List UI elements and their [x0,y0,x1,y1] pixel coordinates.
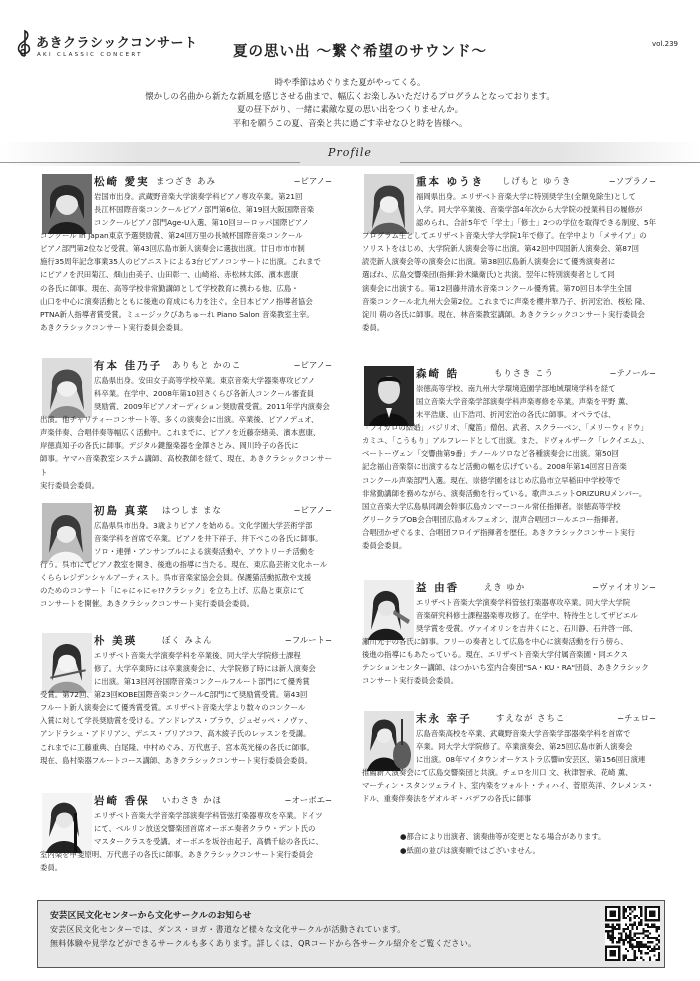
bio-line: PTNA新人指導者賞受賞。ミュージックびあちゅーれ Piano Salon 音楽教室主宰。 [40,309,314,319]
performer-kana: しげもと ゆうき [502,176,572,186]
bio-line: 長江杯国際音楽コンクールピアノ部門第6位、第19回大阪国際音楽 [94,205,315,215]
bio-line: 山口を中心に演奏活動とともに後進の育成にも力を注ぐ。全日本ピアノ指導者協会 [40,296,313,306]
bio-line: あきクラシックコンサート実行委員会委員。 [40,323,188,333]
bio-line: 入賞に対して学長奨励賞を受ける。アンドレアス・ブラウ、ジュゼッペ・ノヴァ、 [40,716,312,726]
bio-line: ソロ・連弾・アンサンブルによる演奏活動や、アウトリーチ活動を [94,547,315,557]
performer-instrument: −ソプラノ− [608,176,656,186]
performer-instrument: −テノール− [609,368,656,378]
performer-kana: すえなが さちこ [496,713,566,723]
performer-instrument: −ピアノ− [293,505,332,515]
bio-line: 入学。同大学卒業後、音楽学部4年次から大学院の授業科目の履修が [416,205,643,215]
performer-photo [364,580,414,640]
bio-line: プログラム生としてエリザベト音楽大学大学院1年で修了。在学中より「メサイア」の [362,231,647,240]
performer-bio [94,649,332,688]
profile-header [416,174,656,188]
announcement-line: 無料体験や見学などができるサークルも多くあります。詳しくは、QRコードから各サークル紹介をご覧ください。 [50,938,477,948]
bio-line: 非常勤講師を務めながら、演奏活動を行っている。歌声ユニットORIZURUメンバー。 [362,488,647,498]
performer-instrument: −ピアノ− [293,176,332,186]
intro-line: 平和を願うこの夏、音楽と共に過ごす幸せなひと時を皆様へ。 [232,117,468,128]
profile-header [94,503,332,517]
performer-kana: ありもと かのこ [172,360,242,370]
divider [400,162,700,163]
performer-bio-cont [362,635,656,688]
performer-kana: えき ゆか [484,582,526,592]
bio-line: 実行委員会委員。 [40,480,100,490]
profile-header [416,580,656,594]
performer-name: 森崎 皓 [416,368,460,380]
profile-card [42,793,332,883]
bio-line: 音楽研究科修士課程器楽専攻修了。在学中、特待生としてザビエル [416,611,638,621]
performer-instrument: −オーボエ− [284,795,332,805]
bio-line: 行う。呉市にてピアノ教室を開き、後進の指導に当たる。現在、東広島芸術文化ホール [40,560,328,569]
brand-logo [14,26,198,66]
volume-number: vol.239 [652,40,678,48]
logo-text: あきクラシックコンサート [36,36,198,51]
treble-clef-icon [14,28,34,58]
performer-bio [416,727,656,766]
bio-line: 演奏会に出演する。第12回藤井清水音楽コンクール優秀賞。第70回日本学生全国 [362,283,632,293]
bio-line: エリザベト音楽大学音楽学部演奏学科管弦打楽器専攻を卒業。ドイツ [94,811,323,820]
bio-line: 認められ、合計5年で「学士」「修士」2つの学位を取得できる制度、5年 [416,218,656,228]
bio-line: 委員。 [40,863,63,873]
bio-line: 記念福山音楽祭に出演するなど活動の幅を広げている。2008年第14回宮日音楽 [362,462,627,472]
bio-line: フルート新人演奏会にて優秀賞受賞。エリザベト音楽大学より数々のコンクール [40,703,306,713]
bio-line: 受賞。第72回、第23回KOBE国際音楽コンクールC部門にて奨励賞受賞。第43回 [40,690,308,699]
bio-line: マーティン・スタンツェライト、室内楽をツォルト・ティハイ、菅原英洋、クレメンス・ [362,781,654,791]
performer-instrument: −チェロ− [617,713,656,723]
bio-line: 出演。他チャリティーコンサート等、多くの演奏会に出演。卒業後、ピアノデュオ、 [40,415,319,424]
performer-name: 初島 真菜 [94,505,150,517]
bio-line: 委員会委員。 [362,541,407,551]
performer-bio-cont [40,229,332,334]
bio-line: グリークラブOB会合唱団広島オルフェオン、混声合唱団コールエコー指揮者。 [362,515,624,525]
bio-line: くららレジデンシャルアーティスト。呉市音楽家協会会員。保護猫活動拡散や支援 [40,573,312,583]
notice-item: ●都合により出演者、演奏曲等が変更となる場合があります。 [400,832,606,841]
performer-bio [416,382,656,421]
qr-code[interactable] [605,906,660,961]
performer-instrument: −フルート− [284,635,332,645]
bio-line: 卒業。同大学大学院修了。卒業演奏会、第25回広島市新人演奏会 [416,742,633,752]
performer-bio-cont [40,413,332,492]
performer-photo [42,633,92,693]
divider [0,162,300,163]
bio-line: 修了。大学卒業時には卒業演奏会に、大学院修了時には新人演奏会 [94,664,316,674]
bio-line: マスタークラスを受講。オーボエを坂谷由起子、高橋千絵の各氏に、 [94,837,323,847]
bio-line: 師事。ヤマハ音楽教室システム講師、高校教師を経て、現在、あきクラシックコンサート [40,454,332,477]
intro-line: 懐かしの名曲から新たな新風を感じさせる曲まで、幅広くお楽しみいただけるプログラムとなっております。 [145,90,555,101]
announcement-title: 安芸区民文化センターから文化サークルのお知らせ [50,911,252,921]
bio-line: の各氏に師事。現在、高等学校非常勤講師として学校教育に携わる他、広島・ [40,283,299,293]
performer-instrument: −ヴァイオリン− [592,582,656,592]
profile-card [364,580,656,690]
performer-name: 松崎 愛実 [94,176,150,188]
bio-line: 施行35周年記念事業35人のピアニストによる3台ピアノコンサートに出演。これまで [40,257,321,267]
bio-line: 後進の指導にもあたっている。現在、エリザベト音楽大学付属音楽園・同エクス [362,650,628,660]
bio-line: ベートーヴェン「交響曲第9番」テノールソロなど各種演奏会に出演。第50回 [362,449,619,459]
profile-header [94,793,332,807]
intro-line: 時や季節はめぐりまた夏がやってくる。 [274,77,426,87]
bio-line: 広島県出身。安田女子高等学校卒業。東京音楽大学器楽専攻ピアノ [94,376,316,385]
profile-header [94,174,332,188]
performer-photo [42,503,92,563]
bio-line: 読売新人演奏会等の演奏会に出演。第38回広島新人演奏会にて優秀演奏者に [362,257,616,267]
bio-line: カミユ、「こうもり」アルフレードとして出演。また、ドヴォルザーク「レクイエム」、 [362,436,649,446]
bio-line: 選ばれ、広島交響楽団(指揮:鈴木織衛氏)と共演。翌年に特別演奏者として同 [362,270,615,280]
bio-line: エリザベト音楽大学演奏学科を卒業後、同大学大学院修士課程 [94,651,301,660]
bio-line: コンクール in Japan東京予選奨励賞、第24回万里の長城杯国際音楽コンクール [40,231,303,240]
bio-line: 室内楽を甲斐原明、万代恵子の各氏に師事。あきクラシックコンサート実行委員会 [40,850,314,859]
bio-line: これまでに工藤重典、白尾隆、中村めぐみ、万代恵子、宮本英光様の各氏に師事。 [40,742,314,752]
bio-line: 合唱団かぜぐるま、合唱団フロイデ指揮者を歴任。あきクラシックコンサート実行 [362,528,635,538]
performer-bio [94,809,332,848]
performer-bio [94,190,332,229]
performer-bio-cont [362,421,656,553]
bio-line: 広島県呉市出身。3歳よりピアノを始める。文化学園大学芸術学部 [94,521,313,530]
bio-line: 国立音楽大学音楽学部演奏学科声楽専修を卒業。声楽を平野 薫、 [416,397,633,407]
bio-line: 現在、島村楽器フルートコース講師、あきクラシックコンサート実行委員会委員。 [40,755,313,765]
performer-photo [364,366,414,426]
performer-name: 有本 佳乃子 [94,360,163,372]
qr-code-icon [605,906,660,961]
bio-line: にて、ベルリン放送交響楽団首席オーボエ奏者クラウ・デント氏の [94,824,316,834]
performer-kana: いわさき かほ [162,795,222,805]
performer-kana: はつしま まな [162,505,222,515]
bio-line: 末平浩康、山下浩司、折河宏治の各氏に師事。オペラでは、 [416,410,616,420]
bio-line: 岸徳真知子の各氏に師事。デジタル鍵盤楽器を金澤さとみ、岡川玲子の各氏に [40,441,299,451]
bio-line: テンションセンター講師、はつかいち室内合奏団"SA・KU・RA"団員、あきクラシック [362,663,649,673]
bio-line: 岩国市出身。武蔵野音楽大学演奏学科ピアノ専攻卒業。第21回 [94,192,303,201]
profile-card [364,711,656,821]
bio-line: 音楽コンクール北九州大会第2位。これまでに声楽を櫻井華乃子、折河宏治、桜松 隆、 [362,296,650,306]
bio-line: 科卒業。在学中、2008年第10回さくらび各新人コンクール審査員 [94,389,315,399]
bio-line: 淀川 萌の各氏に師事。現在、林音楽教室講師。あきクラシックコンサート実行委員会 [362,309,645,319]
performer-name: 益 由香 [416,582,460,594]
bio-line: 推薦新人演奏会にて広島交響楽団と共演。チェロを川口 文、秋津智承、花崎 薫、 [362,768,633,777]
bio-line: ドル、重奏伴奏法をゲオルギ・バデフの各氏に師事 [362,794,532,804]
bio-line: アンドラシュ・アドリアン、デニス・ブリアコフ、高木綾子氏のレッスンを受講。 [40,729,311,739]
performer-bio [94,519,332,558]
performer-name: 岩崎 香保 [94,795,150,807]
performer-instrument: −ピアノ− [293,360,332,370]
intro-line: 夏の昼下がり、一緒に素敵な夏の思い出をつくりませんか。 [236,104,464,115]
bio-line: ソリストをはじめ、大学院新人演奏会等に出演。第42回中四国新人演奏会、第87回 [362,244,640,254]
section-label: Profile [328,146,372,159]
performer-photo [42,793,92,853]
bio-line: コンサート実行委員会委員。 [362,676,459,686]
profile-section-header [0,142,700,166]
page-title: 夏の思い出 〜繋ぐ希望のサウンド〜 [232,43,488,60]
bio-line: 「フィガロの結婚」バジリオ、「魔笛」僧侶、武者、スクラーベン、「メリーウィドウ」 [362,423,648,432]
performer-bio-cont [40,688,332,767]
performer-bio-cont [40,558,332,611]
bio-line: コンサートを開催。あきクラシックコンサート実行委員会委員。 [40,599,255,609]
circle-announcement-box [37,900,665,968]
bio-line: 奨励賞、2009年ピアノオーディション奨励賞受賞。2011年学内演奏会 [94,402,330,412]
bio-line: 瀬川光子の各氏に師事。フリーの奏者として広島を中心に演奏活動を行う傍ら、 [362,637,628,646]
performer-name: 重本 ゆうき [416,176,485,188]
performer-photo [42,174,92,234]
performer-bio-cont [40,848,332,874]
profile-card [42,503,332,613]
bio-line: に出演。第13回河谷国際音楽コンクールフルート部門にて優秀賞 [94,677,310,687]
logo-subtext: AKI CLASSIC CONCERT [37,52,143,58]
announcement-line: 安芸区民文化センターでは、ダンス・ヨガ・書道など様々な文化サークルが活動されています。 [50,925,406,934]
performer-bio-cont [362,229,656,334]
notice-list [400,830,605,857]
bio-line: 声楽伴奏、合唱伴奏等幅広く活動中。これまでに、ピアノを近藤奈緒美、濱本恵康、 [40,428,321,438]
profile-card [42,633,332,773]
profile-card [364,174,656,344]
bio-line: 音楽学科を首席で卒業。ピアノを井下祥子、井下べこの各氏に師事。 [94,534,323,544]
performer-photo [42,358,92,418]
performer-bio [416,190,656,229]
performer-photo [364,174,414,234]
bio-line: にピアノを沢田菊江、畑山由美子、山田彰一、山崎裕、赤松林太郎、濱本恵康 [40,270,299,280]
notice-item: ●紙面の並びは演奏順ではございません。 [400,845,540,855]
profile-card [364,366,656,576]
bio-line: に出演。08年マイタウンオーケストラ広響in安芸区、第156回日演連 [416,755,646,765]
performer-name: 末永 幸子 [416,713,472,725]
profile-header [416,711,656,725]
announcement-body [50,923,590,950]
profile-header [94,358,332,372]
bio-line: コンクールピアノ部門Age-U入選、第10回ヨーロッパ国際ピアノ [94,218,309,228]
performer-photo [364,711,414,771]
bio-line: のためのコンサート「にゃにゃにゃ!?クラシック」を立ち上げ、広島と東京にて [40,586,305,596]
performer-bio-cont [362,766,656,805]
bio-line: 委員。 [362,323,385,333]
profile-header [416,366,656,380]
bio-line: 国立音楽大学広島県同調会幹事広島カンマーコール常任指揮者。崇徳高等学校 [362,501,621,511]
bio-line: 広島音楽高校を卒業、武蔵野音楽大学音楽学部器楽学科を首席で [416,729,631,738]
bio-line: コンクール声楽部門入選。現在、崇徳学園をはじめ広島市立早稲田中学校等で [362,475,621,485]
bio-line: 福岡県出身。エリザベト音楽大学に特別奨学生(全額免除生)として [416,192,636,201]
bio-line: 奨学賞を受賞。ヴァイオリンを吉井くにと、石川静、石井啓一郎、 [416,624,638,634]
intro-text [0,76,700,130]
profile-card [42,358,332,488]
bio-line: 崇徳高等学校、南九州大学環境造園学部地域環境学科を経て [416,384,616,393]
performer-kana: ぼく みよん [162,635,213,645]
performer-bio [416,596,656,635]
profile-card [42,174,332,354]
performer-name: 朴 美瑛 [94,635,138,647]
profile-header [94,633,332,647]
bio-line: エリザベト音楽大学演奏学科管弦打楽器専攻卒業。同大学大学院 [416,598,631,607]
bio-line: ピアノ部門第2位など受賞。第43回広島市新人演奏会に選抜出演。廿日市市市制 [40,244,305,254]
performer-kana: もりさき こう [494,368,554,378]
performer-bio [94,374,332,413]
performer-kana: まつざき あみ [156,176,216,186]
